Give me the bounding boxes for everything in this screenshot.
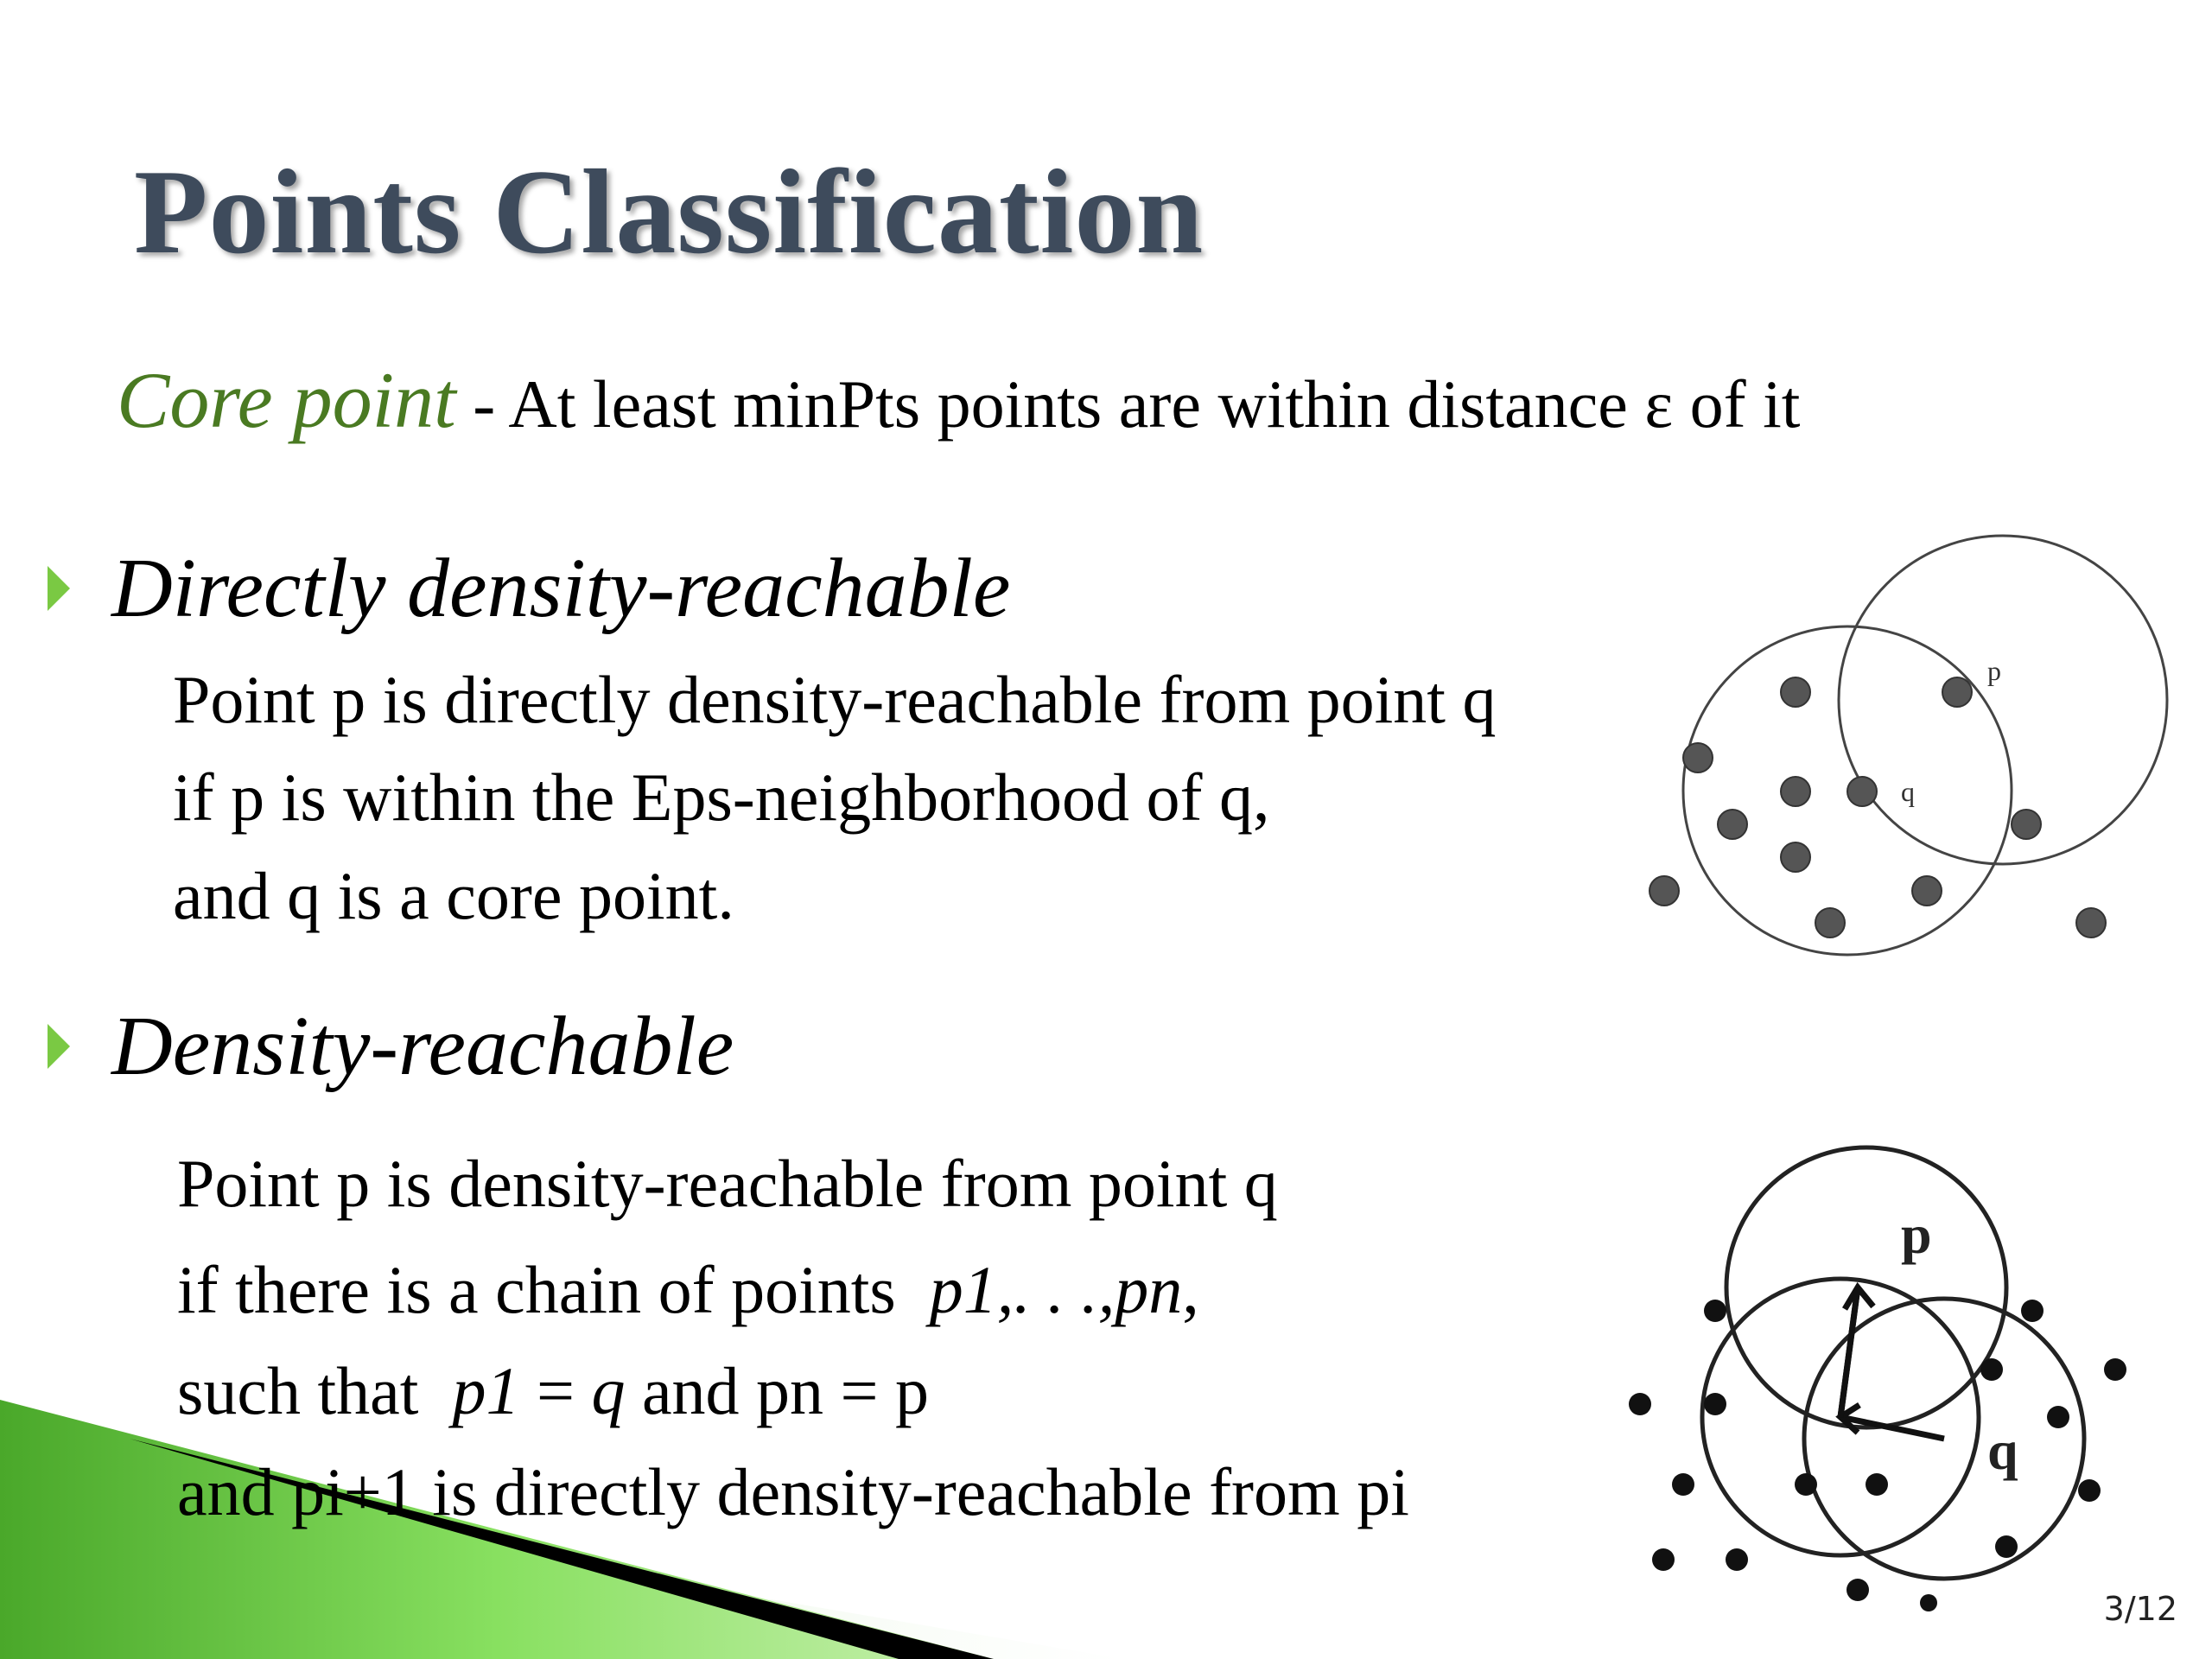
section2-line1: Point p is density-reachable from point q: [177, 1146, 1278, 1221]
figure2-label-q: q: [1987, 1420, 2018, 1481]
bullet-directly-density-reachable: [48, 540, 1010, 637]
section-heading: Density-reachable: [111, 1000, 734, 1093]
bullet-arrow-icon: [48, 566, 70, 611]
section2-line4: and pi+1 is directly density-reachable from pi: [177, 1454, 1409, 1529]
section2-line3: such that p1 = q and pn = p: [177, 1353, 930, 1428]
slide-title: Points Classification: [134, 145, 1205, 279]
section1-line1: Point p is directly density-reachable from point q: [173, 662, 1497, 737]
figure2-label-p: p: [1901, 1204, 1932, 1265]
section1-line2: if p is within the Eps-neighborhood of q,: [173, 760, 1270, 835]
section1-line3: and q is a core point.: [173, 858, 734, 933]
core-point-definition: [117, 354, 1800, 446]
core-definition-text: At least minPts points are within distance ε of it: [508, 366, 1801, 442]
figure1-label-q: q: [1901, 776, 1915, 807]
bullet-arrow-icon: [48, 1024, 70, 1069]
section2-line2: if there is a chain of points p1,. . .,pn,: [177, 1252, 1199, 1327]
page-number: 3/12: [2103, 1590, 2177, 1628]
core-point-term: Core point: [117, 356, 456, 444]
core-dash: -: [473, 366, 496, 442]
section-heading: Directly density-reachable: [111, 542, 1011, 635]
bullet-density-reachable: [48, 998, 734, 1095]
figure1-label-p: p: [1987, 655, 2001, 686]
